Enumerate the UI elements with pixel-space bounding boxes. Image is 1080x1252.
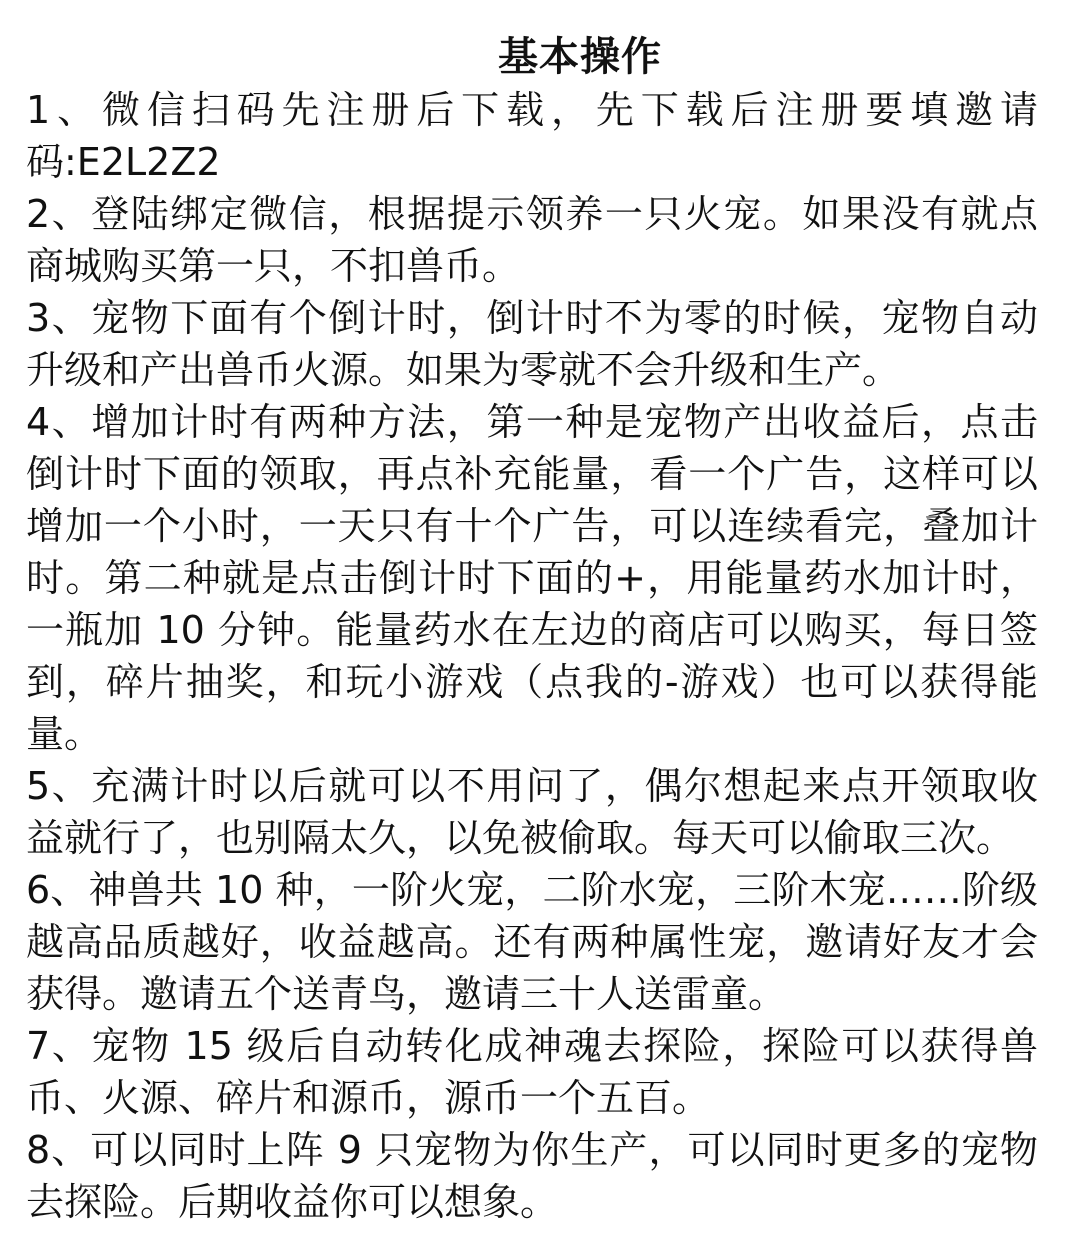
paragraph-7: 7、宠物 15 级后自动转化成神魂去探险，探险可以获得兽币、火源、碎片和源币，源币一个五百。 — [26, 1024, 1038, 1120]
paragraph-4: 4、增加计时有两种方法，第一种是宠物产出收益后，点击倒计时下面的领取，再点补充能量，看一个广告，这样可以增加一个小时，一天只有十个广告，可以连续看完，叠加计时。第二种就是点击倒计时下面的+，用能量药水加计时，一瓶加 10 分钟。能量药水在左边的商店可以购买，每日签到，碎片抽奖，和玩小游戏（点我的-游戏）也可以获得能量。 — [26, 400, 1038, 756]
paragraph-8: 8、可以同时上阵 9 只宠物为你生产，可以同时更多的宠物去探险。后期收益你可以想象。 — [26, 1128, 1038, 1224]
paragraph-1: 1、微信扫码先注册后下载，先下载后注册要填邀请码:E2L2Z2 — [26, 88, 1038, 184]
paragraph-2: 2、登陆绑定微信，根据提示领养一只火宠。如果没有就点商城购买第一只，不扣兽币。 — [26, 192, 1038, 288]
paragraph-5: 5、充满计时以后就可以不用问了，偶尔想起来点开领取收益就行了，也别隔太久，以免被偷取。每天可以偷取三次。 — [26, 764, 1038, 860]
document-body — [26, 84, 1038, 1228]
paragraph-3: 3、宠物下面有个倒计时，倒计时不为零的时候，宠物自动升级和产出兽币火源。如果为零就不会升级和生产。 — [26, 296, 1038, 392]
document-title: 基本操作 — [498, 34, 662, 80]
paragraph-6: 6、神兽共 10 种，一阶火宠，二阶水宠，三阶木宠……阶级越高品质越好，收益越高。还有两种属性宠，邀请好友才会获得。邀请五个送青鸟，邀请三十人送雷童。 — [26, 868, 1038, 1016]
